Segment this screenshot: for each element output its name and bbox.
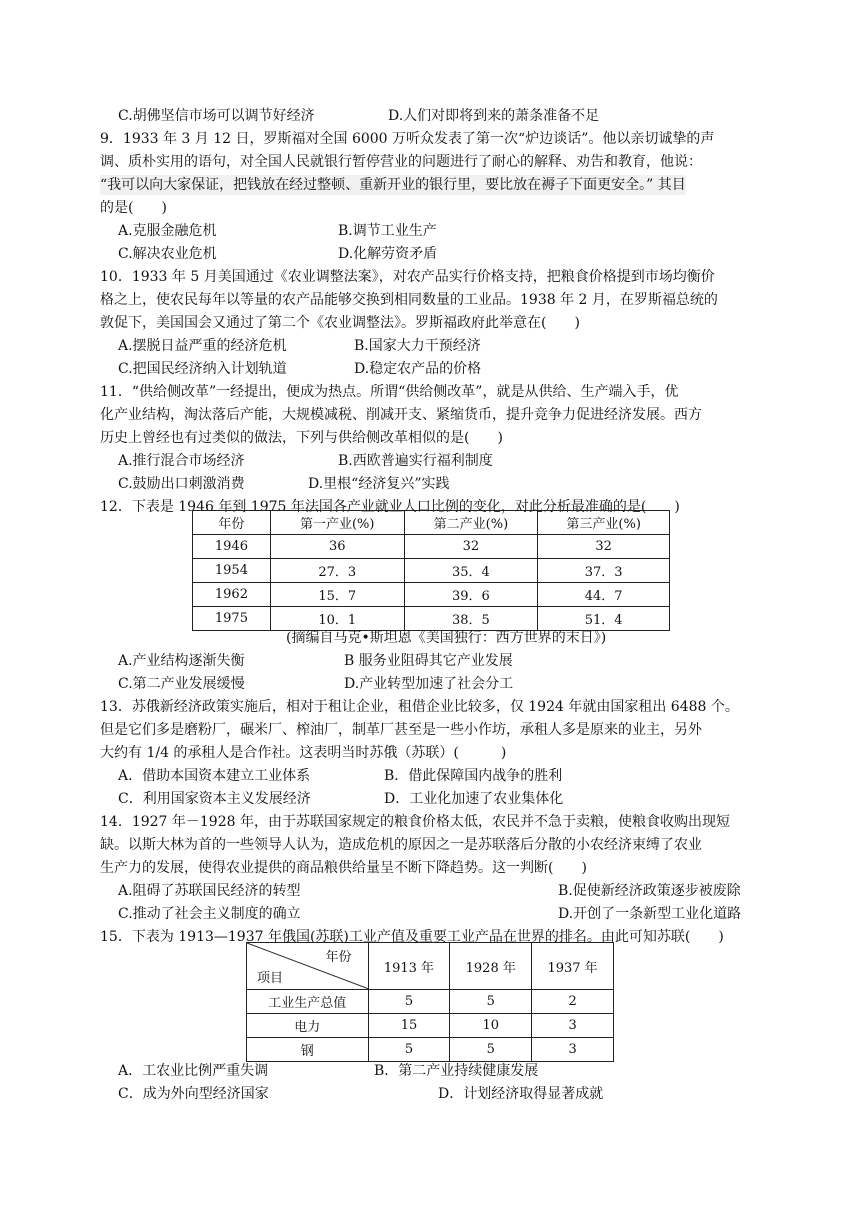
table-header-cell: 第二产业(%) — [404, 511, 538, 535]
table-cell: 5 — [450, 1038, 532, 1062]
q14-text-line-3: 生产力的发展，使得农业提供的商品粮供给量呈不断下降趋势。这一判断( ) — [100, 860, 587, 876]
q13-option-b: B．借此保障国内战争的胜利 — [384, 768, 563, 784]
table-header-cell: 1937 年 — [532, 943, 614, 990]
corner-label-item: 项目 — [257, 971, 284, 986]
q9-text-line-2: 调、质朴实用的语句，对全国人民就银行暂停营业的问题进行了耐心的解释、劝告和教育，他说： — [100, 154, 702, 170]
table-cell: 1962 — [193, 583, 271, 607]
table-cell: 电力 — [247, 1014, 369, 1038]
table-cell: 工业生产总值 — [247, 990, 369, 1014]
table-cell: 32 — [538, 535, 670, 559]
table-cell: 44．7 — [538, 583, 670, 607]
table-row — [193, 559, 670, 583]
q9-option-c: C.解决农业危机 — [118, 246, 217, 262]
table-cell: 3 — [532, 1014, 614, 1038]
q11-text-line-3: 历史上曾经也有过类似的做法，下列与供给侧改革相似的是( ) — [100, 430, 503, 446]
table-row — [247, 1038, 614, 1062]
q9-option-b: B.调节工业生产 — [338, 223, 437, 239]
q9-option-a: A.克服金融危机 — [118, 223, 217, 239]
q9-text-line-4: 的是( ) — [100, 200, 167, 216]
table-cell: 5 — [450, 990, 532, 1014]
table-header-cell: 第一产业(%) — [270, 511, 404, 535]
table-source-caption: (摘编自马克•斯坦恩《美国独行：西方世界的末日》) — [286, 630, 607, 646]
q13-text-line-2: 但是它们多是磨粉厂，碾米厂、榨油厂，制革厂甚至是一些小作坊，承租人多是原来的业主，另外 — [100, 722, 702, 738]
table-header-cell: 1913 年 — [368, 943, 450, 990]
q9-text-line-1: 9．1933 年 3 月 12 日，罗斯福对全国 6000 万听众发表了第一次“炉边谈话”。他以亲切诚挚的声 — [100, 131, 715, 147]
q12-option-b: B 服务业阻碍其它产业发展 — [344, 653, 513, 669]
q9-text-line-3: “我可以向大家保证，把钱放在经过整顿、重新开业的银行里，要比放在褥子下面更安全。” 其目 — [100, 177, 686, 193]
table-cell: 32 — [404, 535, 538, 559]
q12-option-d: D.产业转型加速了社会分工 — [344, 676, 514, 692]
q14-option-b: B.促使新经济政策逐步被废除 — [558, 883, 741, 899]
table-header-row — [247, 943, 614, 990]
q11-option-d: D.里根“经济复兴”实践 — [308, 476, 450, 492]
table-cell: 27．3 — [270, 559, 404, 583]
industrial-ranking-table — [246, 942, 614, 1062]
table-cell: 38．5 — [404, 607, 538, 631]
table-row — [193, 535, 670, 559]
q10-option-d: D.稳定农产品的价格 — [354, 361, 482, 377]
table-cell: 5 — [368, 990, 450, 1014]
q11-option-a: A.推行混合市场经济 — [118, 453, 245, 469]
table-cell: 2 — [532, 990, 614, 1014]
corner-label-year: 年份 — [325, 950, 352, 965]
q13-option-c: C．利用国家资本主义发展经济 — [118, 791, 311, 807]
table-cell: 15 — [368, 1014, 450, 1038]
q12-option-c: C.第二产业发展缓慢 — [118, 676, 245, 692]
table-cell: 36 — [270, 535, 404, 559]
q10-text-line-2: 格之上，使农民每年以等量的农产品能够交换到相同数量的工业品。1938 年 2 月，在罗斯福总统的 — [100, 292, 718, 308]
table-row — [193, 583, 670, 607]
q14-option-d: D.开创了一条新型工业化道路 — [558, 906, 742, 922]
q9-option-d: D.化解劳资矛盾 — [338, 246, 438, 262]
q15-option-c: C．成为外向型经济国家 — [118, 1086, 269, 1102]
q15-text-line-1: 15．下表为 1913—1937 年俄国(苏联)工业产值及重要工业产品在世界的排名。由此可知苏联( ) — [100, 929, 724, 945]
q11-text-line-2: 化产业结构，淘汰落后产能，大规模减税、削减开支、紧缩货币，提升竞争力促进经济发展。西方 — [100, 407, 702, 423]
q10-option-a: A.摆脱日益严重的经济危机 — [118, 338, 287, 354]
table-cell: 37．3 — [538, 559, 670, 583]
q13-option-a: A．借助本国资本建立工业体系 — [118, 768, 311, 784]
table-cell: 51．4 — [538, 607, 670, 631]
q10-option-b: B.国家大力干预经济 — [354, 338, 481, 354]
q15-option-b: B．第二产业持续健康发展 — [374, 1063, 539, 1079]
q15-option-d: D．计划经济取得显著成就 — [438, 1086, 604, 1102]
table-header-cell: 年份 — [193, 511, 271, 535]
q13-option-d: D．工业化加速了农业集体化 — [384, 791, 564, 807]
table-header-cell: 第三产业(%) — [538, 511, 670, 535]
q14-text-line-2: 缺。以斯大林为首的一些领导人认为，造成危机的原因之一是苏联落后分散的小农经济束缚了农业 — [100, 837, 702, 853]
table-row — [247, 1014, 614, 1038]
q14-option-a: A.阻碍了苏联国民经济的转型 — [118, 883, 301, 899]
table-cell: 1946 — [193, 535, 271, 559]
table-cell: 5 — [368, 1038, 450, 1062]
table-cell: 15．7 — [270, 583, 404, 607]
table-cell: 钢 — [247, 1038, 369, 1062]
q14-option-c: C.推动了社会主义制度的确立 — [118, 906, 301, 922]
employment-table — [192, 510, 670, 631]
table-cell: 39．6 — [404, 583, 538, 607]
table-cell: 3 — [532, 1038, 614, 1062]
q10-text-line-3: 敦促下，美国国会又通过了第二个《农业调整法》。罗斯福政府此举意在( ) — [100, 315, 580, 331]
table-row — [193, 607, 670, 631]
table-header-cell: 1928 年 — [450, 943, 532, 990]
q13-text-line-1: 13．苏俄新经济政策实施后，相对于租让企业，租借企业比较多，仅 1924 年就由国家租出 6488 个。 — [100, 699, 739, 715]
table-header-row — [193, 511, 670, 535]
q10-option-c: C.把国民经济纳入计划轨道 — [118, 361, 287, 377]
table-row — [247, 990, 614, 1014]
q11-option-c: C.鼓励出口刺激消费 — [118, 476, 245, 492]
table-cell: 10 — [450, 1014, 532, 1038]
q11-text-line-1: 11．“供给侧改革”一经提出，便成为热点。所谓“供给侧改革”，就是从供给、生产端入手，优 — [100, 384, 679, 400]
q8-option-c: C.胡佛坚信市场可以调节好经济 — [118, 108, 315, 124]
q12-text-line-1: 12．下表是 1946 年到 1975 年法国各产业就业人口比例的变化，对此分析最准确的是( ) — [100, 499, 680, 515]
table-cell: 1954 — [193, 559, 271, 583]
table-cell: 35．4 — [404, 559, 538, 583]
q11-option-b: B.西欧普遍实行福利制度 — [338, 453, 493, 469]
table-corner-cell — [247, 943, 369, 990]
q8-option-d: D.人们对即将到来的萧条准备不足 — [388, 108, 600, 124]
q14-text-line-1: 14．1927 年－1928 年，由于苏联国家规定的粮食价格太低，农民并不急于卖粮，使粮食收购出现短 — [100, 814, 730, 830]
table-cell: 10．1 — [270, 607, 404, 631]
q13-text-line-3: 大约有 1/4 的承租人是合作社。这表明当时苏俄（苏联）( ) — [100, 745, 507, 761]
table-cell: 1975 — [193, 607, 271, 631]
q12-option-a: A.产业结构逐渐失衡 — [118, 653, 245, 669]
q10-text-line-1: 10．1933 年 5 月美国通过《农业调整法案》，对农产品实行价格支持，把粮食价格提到市场均衡价 — [100, 269, 715, 285]
q15-option-a: A．工农业比例严重失调 — [118, 1063, 269, 1079]
